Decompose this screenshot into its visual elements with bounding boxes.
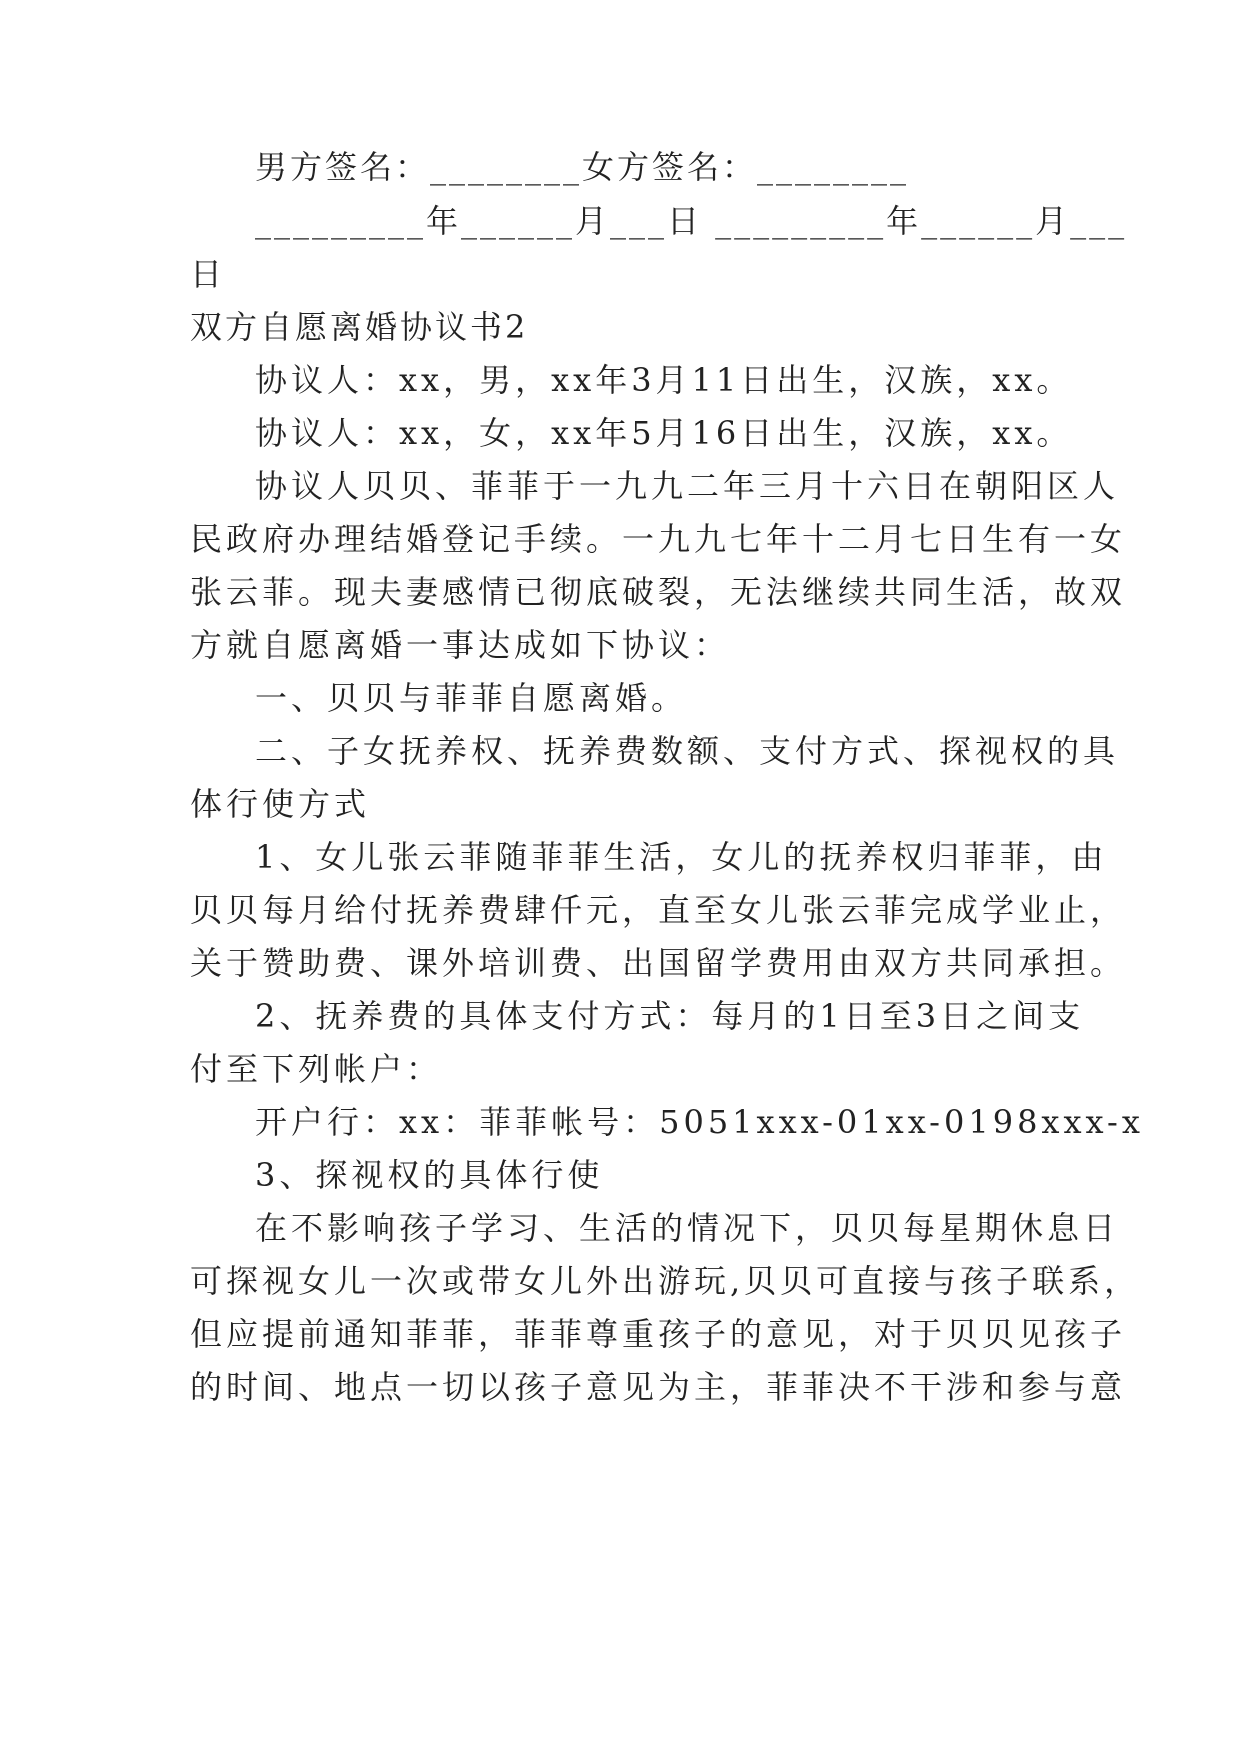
document-title: 双方自愿离婚协议书2 — [190, 308, 529, 346]
bank-account-line: 开户行：xx：菲菲帐号：5051xxx-01xx-0198xxx-x — [255, 1103, 1144, 1141]
visit-line-1: 在不影响孩子学习、生活的情况下，贝贝每星期休息日 — [255, 1209, 1120, 1247]
visit-line-3: 但应提前通知菲菲，菲菲尊重孩子的意见，对于贝贝见孩子 — [190, 1315, 1127, 1353]
item-3-heading: 3、探视权的具体行使 — [255, 1156, 604, 1194]
clause-2-line-1: 二、子女抚养权、抚养费数额、支付方式、探视权的具 — [255, 732, 1120, 770]
item-1-line-2: 贝贝每月给付抚养费肆仟元，直至女儿张云菲完成学业止， — [190, 891, 1127, 929]
item-1-line-1: 1、女儿张云菲随菲菲生活，女儿的抚养权归菲菲，由 — [255, 838, 1108, 876]
intro-line-1: 协议人贝贝、菲菲于一九九二年三月十六日在朝阳区人 — [255, 467, 1120, 505]
intro-line-2: 民政府办理结婚登记手续。一九九七年十二月七日生有一女 — [190, 520, 1127, 558]
party-1: 协议人：xx，男，xx年3月11日出生，汉族，xx。 — [255, 361, 1073, 399]
intro-line-3: 张云菲。现夫妻感情已彻底破裂，无法继续共同生活，故双 — [190, 573, 1127, 611]
signature-line: 男方签名：________女方签名：________ — [255, 148, 910, 186]
visit-line-2: 可探视女儿一次或带女儿外出游玩,贝贝可直接与孩子联系， — [190, 1262, 1141, 1300]
item-2-line-1: 2、抚养费的具体支付方式：每月的1日至3日之间支 — [255, 997, 1085, 1035]
item-2-line-2: 付至下列帐户： — [190, 1050, 443, 1088]
item-1-line-3: 关于赞助费、课外培训费、出国留学费用由双方共同承担。 — [190, 944, 1127, 982]
party-2: 协议人：xx，女，xx年5月16日出生，汉族，xx。 — [255, 414, 1073, 452]
clause-1: 一、贝贝与菲菲自愿离婚。 — [255, 679, 688, 717]
date-line-tail: 日 — [190, 255, 227, 293]
date-line: _________年______月___日 _________年______月___ — [255, 202, 1128, 240]
clause-2-line-2: 体行使方式 — [190, 785, 371, 823]
visit-line-4: 的时间、地点一切以孩子意见为主，菲菲决不干涉和参与意 — [190, 1368, 1127, 1406]
intro-line-4: 方就自愿离婚一事达成如下协议： — [190, 626, 731, 664]
